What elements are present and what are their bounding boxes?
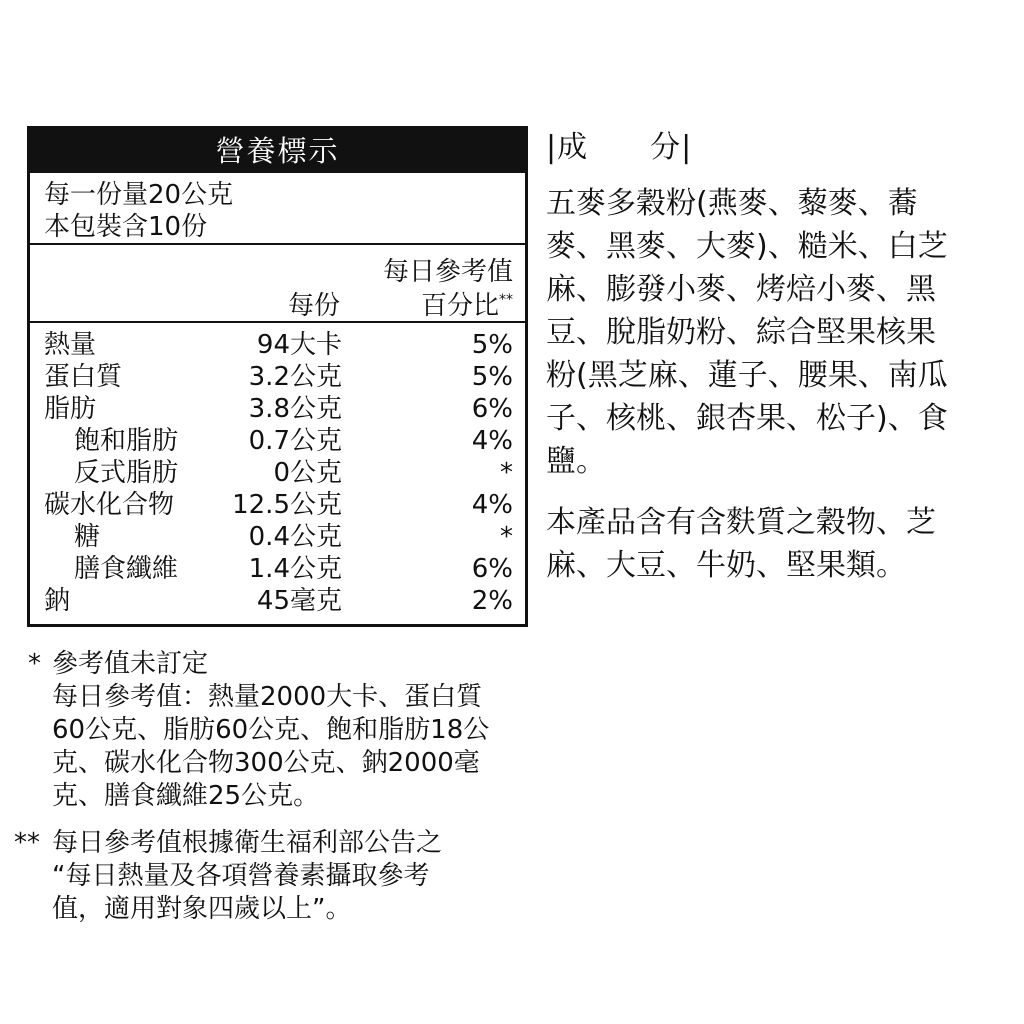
nutrient-amount: 45毫克: [256, 586, 342, 616]
nutrient-row-protein: [30, 361, 525, 393]
footnote-mark: *: [28, 649, 41, 679]
nutrient-row-dietary-fiber: [30, 553, 525, 585]
footnote-daily-values: 每日參考值：熱量2000大卡、蛋白質 60公克、脂肪60公克、飽和脂肪18公 克、碳水化合物300公克、鈉2000毫 克、膳食纖維25公克。: [52, 682, 490, 811]
nutrient-amount: 0.7公克: [248, 426, 342, 456]
footnote-title: 參考值未訂定: [52, 649, 209, 679]
serving-info: [30, 173, 525, 245]
nutrient-amount: 0公克: [273, 458, 342, 488]
nutrient-percent: *: [500, 458, 513, 488]
nutrient-percent: 5%: [471, 362, 513, 392]
nutrient-name: 反式脂肪: [74, 458, 179, 488]
nutrient-percent: 6%: [471, 394, 513, 424]
footnote-mark: **: [14, 828, 40, 858]
servings-per-pack: 本包裝含10份: [44, 212, 208, 242]
nutrition-title: 營養標示: [30, 129, 525, 173]
nutrient-amount: 3.2公克: [248, 362, 342, 392]
nutrient-row-sugar: [30, 521, 525, 553]
nutrient-name: 飽和脂肪: [74, 426, 179, 456]
nutrient-name: 熱量: [44, 330, 97, 360]
nutrient-name: 碳水化合物: [44, 490, 175, 520]
nutrient-percent: 2%: [471, 586, 513, 616]
nutrient-amount: 94大卡: [256, 330, 342, 360]
footnote-source-text: 每日參考值根據衛生福利部公告之 “每日熱量及各項營養素攝取參考 值，適用對象四歲以上”。: [52, 828, 443, 924]
nutrient-percent: 6%: [471, 554, 513, 584]
allergen-statement: 本產品含有含麩質之穀物、芝 麻、大豆、牛奶、堅果類。: [546, 505, 936, 583]
nutrient-row-calories: [30, 329, 525, 361]
nutrient-name: 膳食纖維: [74, 554, 179, 584]
header-percentage-label: 百分比: [420, 291, 499, 321]
nutrient-name: 蛋白質: [44, 362, 123, 392]
nutrient-amount: 3.8公克: [248, 394, 342, 424]
nutrition-facts-table: [27, 126, 528, 627]
column-header: [30, 245, 525, 323]
ingredients-section: [546, 128, 1002, 587]
nutrient-row-sodium: [30, 585, 525, 617]
nutrient-row-carbohydrate: [30, 489, 525, 521]
nutrient-row-fat: [30, 393, 525, 425]
header-percentage: [421, 285, 513, 322]
nutrient-percent: 4%: [471, 490, 513, 520]
nutrient-name: 糖: [74, 522, 101, 552]
nutrient-percent: 5%: [471, 330, 513, 360]
nutrient-row-trans-fat: [30, 457, 525, 489]
footnote-not-established: [14, 648, 534, 813]
serving-size: 每一份量20公克: [44, 180, 234, 210]
nutrient-percent: *: [500, 522, 513, 552]
header-daily-reference: 每日參考值: [382, 257, 513, 287]
header-percentage-mark: **: [499, 292, 513, 308]
footnote-source: [14, 827, 534, 926]
nutrient-name: 脂肪: [44, 394, 97, 424]
ingredients-heading: |成 分|: [546, 130, 693, 165]
nutrient-amount: 1.4公克: [248, 554, 342, 584]
footnotes: [14, 648, 534, 926]
nutrient-row-saturated-fat: [30, 425, 525, 457]
nutrient-rows: [30, 323, 525, 617]
nutrient-name: 鈉: [44, 586, 71, 616]
nutrient-percent: 4%: [471, 426, 513, 456]
header-per-serving: 每份: [288, 291, 341, 321]
ingredients-list: 五麥多穀粉(燕麥、藜麥、蕎 麥、黑麥、大麥)、糙米、白芝 麻、膨發小麥、烤焙小麥、黑 豆、脫脂奶粉、綜合堅果核果 粉(黑芝麻、蓮子、腰果、南瓜 子、核桃、銀杏果、松子)、食 鹽。: [546, 186, 948, 479]
nutrient-amount: 0.4公克: [248, 522, 342, 552]
nutrient-amount: 12.5公克: [232, 490, 342, 520]
